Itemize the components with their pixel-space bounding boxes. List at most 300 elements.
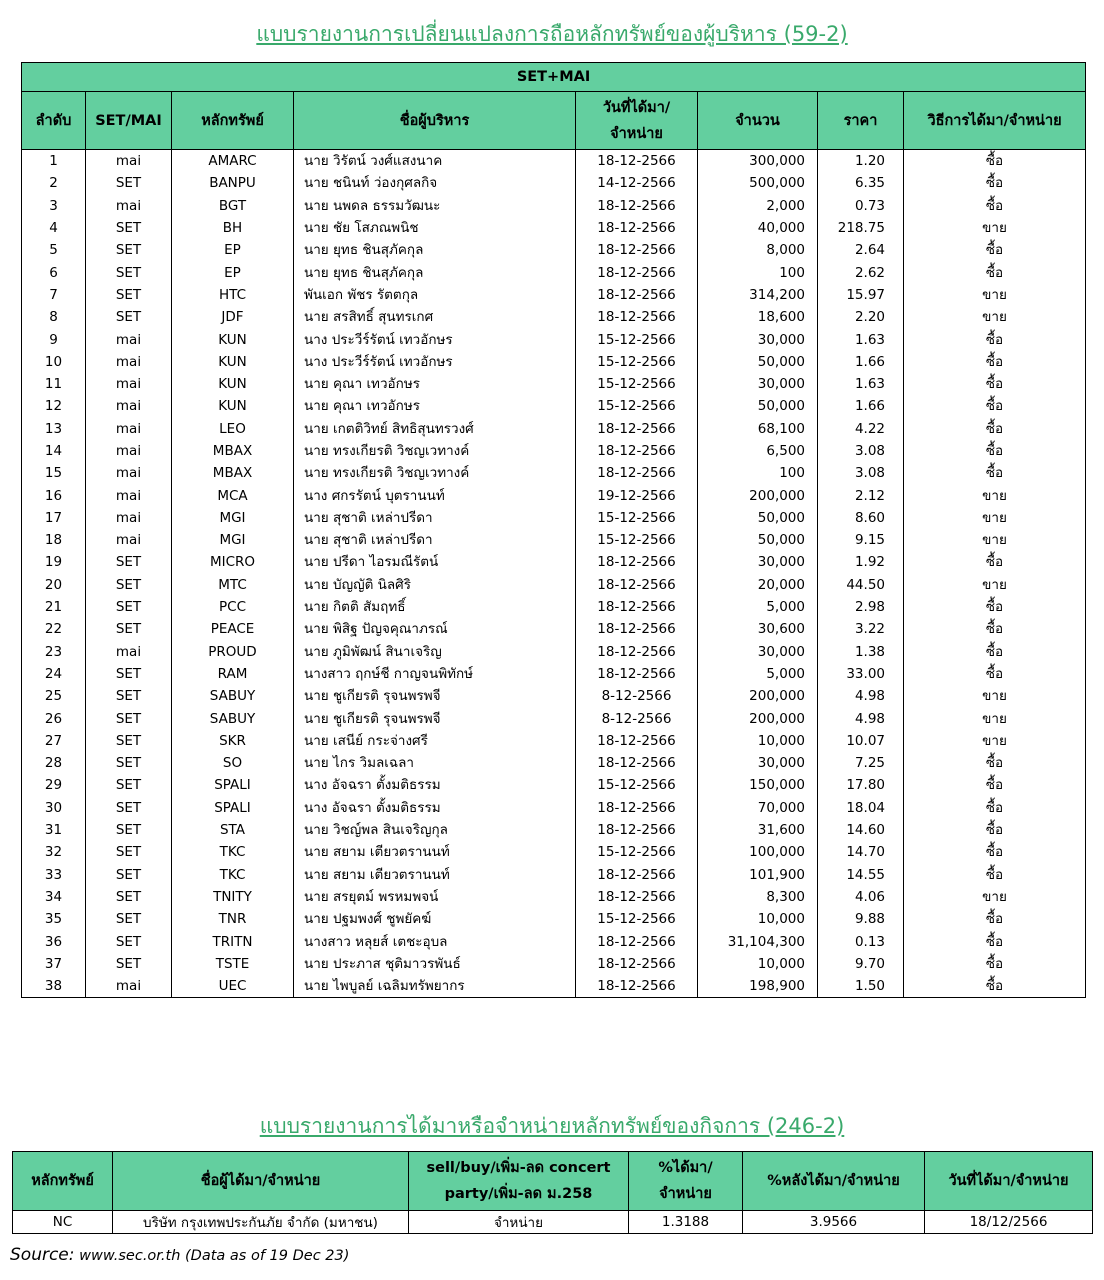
- cell-security: TKC: [172, 864, 294, 886]
- table-row: [22, 284, 1086, 306]
- cell-price: 0.73: [818, 195, 904, 217]
- cell-market: SET: [86, 841, 172, 863]
- cell-method: ซื้อ: [904, 462, 1086, 484]
- table-row: [13, 1211, 1093, 1234]
- cell-no: 9: [22, 328, 86, 350]
- cell-no: 4: [22, 217, 86, 239]
- cell-security: JDF: [172, 306, 294, 328]
- cell-volume: 68,100: [698, 418, 818, 440]
- cell-market: SET: [86, 707, 172, 729]
- cell-market: SET: [86, 261, 172, 283]
- cell-security: SABUY: [172, 707, 294, 729]
- table-row: [22, 217, 1086, 239]
- cell-no: 21: [22, 596, 86, 618]
- cell-method: ซื้อ: [904, 239, 1086, 261]
- cell-date: 18-12-2566: [576, 953, 698, 975]
- cell-date: 18-12-2566: [576, 730, 698, 752]
- cell-volume: 50,000: [698, 351, 818, 373]
- cell-executive: นาย ปฐมพงศ์ ชูพยัคฆ์: [294, 908, 576, 930]
- cell-date: 18-12-2566: [576, 217, 698, 239]
- table-row: [22, 328, 1086, 350]
- table-row: [22, 440, 1086, 462]
- cell-date: 15-12-2566: [576, 774, 698, 796]
- cell-security: MICRO: [172, 551, 294, 573]
- cell-executive: พันเอก พัชร รัตตกุล: [294, 284, 576, 306]
- cell-date: 8-12-2566: [576, 685, 698, 707]
- col-header-date: วันที่ได้มา/จำหน่าย: [925, 1152, 1093, 1211]
- cell-volume: 8,300: [698, 886, 818, 908]
- cell-volume: 2,000: [698, 195, 818, 217]
- cell-market: mai: [86, 462, 172, 484]
- table-row: [22, 574, 1086, 596]
- cell-security: AMARC: [172, 150, 294, 173]
- cell-security: LEO: [172, 418, 294, 440]
- cell-no: 25: [22, 685, 86, 707]
- insider-trading-table: [21, 62, 1086, 998]
- cell-volume: 50,000: [698, 507, 818, 529]
- cell-method: ซื้อ: [904, 373, 1086, 395]
- cell-no: 32: [22, 841, 86, 863]
- cell-market: SET: [86, 930, 172, 952]
- cell-date: 18-12-2566: [576, 440, 698, 462]
- cell-type: จำหน่าย: [409, 1211, 629, 1234]
- cell-security: NC: [13, 1211, 113, 1234]
- cell-no: 3: [22, 195, 86, 217]
- cell-market: SET: [86, 886, 172, 908]
- cell-volume: 500,000: [698, 172, 818, 194]
- cell-executive: นาย ชูเกียรติ รุจนพรพจี: [294, 707, 576, 729]
- cell-security: SPALI: [172, 797, 294, 819]
- report-title-246-2: แบบรายงานการได้มาหรือจำหน่ายหลักทรัพย์ของกิจการ (246-2): [259, 1114, 845, 1138]
- cell-no: 30: [22, 797, 86, 819]
- cell-security: KUN: [172, 395, 294, 417]
- cell-market: SET: [86, 239, 172, 261]
- cell-volume: 198,900: [698, 975, 818, 998]
- cell-executive: นาง ศกรรัตน์ บุตรานนท์: [294, 484, 576, 506]
- cell-market: SET: [86, 730, 172, 752]
- cell-method: ซื้อ: [904, 351, 1086, 373]
- cell-date: 18-12-2566: [576, 886, 698, 908]
- cell-price: 6.35: [818, 172, 904, 194]
- cell-method: ซื้อ: [904, 395, 1086, 417]
- table-body: [13, 1211, 1093, 1234]
- cell-price: 14.60: [818, 819, 904, 841]
- cell-method: ซื้อ: [904, 618, 1086, 640]
- cell-date: 18-12-2566: [576, 797, 698, 819]
- cell-executive: นาย วิชญ์พล สินเจริญกุล: [294, 819, 576, 841]
- cell-executive: นางสาว หลุยส์ เตชะอุบล: [294, 930, 576, 952]
- cell-pct-after: 3.9566: [743, 1211, 925, 1234]
- cell-method: ซื้อ: [904, 195, 1086, 217]
- cell-method: ขาย: [904, 707, 1086, 729]
- cell-no: 28: [22, 752, 86, 774]
- cell-volume: 20,000: [698, 574, 818, 596]
- cell-date: 18-12-2566: [576, 195, 698, 217]
- cell-security: EP: [172, 239, 294, 261]
- cell-price: 3.08: [818, 462, 904, 484]
- cell-volume: 314,200: [698, 284, 818, 306]
- group-header: SET+MAI: [22, 63, 1086, 92]
- cell-volume: 10,000: [698, 730, 818, 752]
- cell-volume: 50,000: [698, 395, 818, 417]
- cell-market: mai: [86, 418, 172, 440]
- table-row: [22, 707, 1086, 729]
- cell-no: 38: [22, 975, 86, 998]
- cell-date: 15-12-2566: [576, 395, 698, 417]
- cell-executive: นาย คุณา เทวอักษร: [294, 373, 576, 395]
- cell-price: 1.66: [818, 351, 904, 373]
- cell-market: SET: [86, 217, 172, 239]
- cell-date: 18-12-2566: [576, 663, 698, 685]
- col-header-no: ลำดับ: [22, 92, 86, 150]
- cell-executive: นาง อัจฉรา ตั้งมติธรรม: [294, 774, 576, 796]
- cell-date: 18-12-2566: [576, 306, 698, 328]
- cell-volume: 200,000: [698, 685, 818, 707]
- cell-executive: นาย ชูเกียรติ รุจนพรพจี: [294, 685, 576, 707]
- cell-date: 15-12-2566: [576, 841, 698, 863]
- cell-volume: 18,600: [698, 306, 818, 328]
- cell-method: ซื้อ: [904, 908, 1086, 930]
- cell-market: mai: [86, 484, 172, 506]
- cell-price: 2.64: [818, 239, 904, 261]
- cell-date: 15-12-2566: [576, 373, 698, 395]
- cell-date: 18/12/2566: [925, 1211, 1093, 1234]
- table-row: [22, 730, 1086, 752]
- cell-security: HTC: [172, 284, 294, 306]
- cell-method: ซื้อ: [904, 819, 1086, 841]
- cell-volume: 6,500: [698, 440, 818, 462]
- cell-market: SET: [86, 618, 172, 640]
- cell-security: MGI: [172, 529, 294, 551]
- cell-method: ซื้อ: [904, 440, 1086, 462]
- cell-volume: 5,000: [698, 596, 818, 618]
- cell-market: mai: [86, 529, 172, 551]
- cell-market: mai: [86, 351, 172, 373]
- cell-market: SET: [86, 953, 172, 975]
- cell-price: 1.20: [818, 150, 904, 173]
- cell-no: 27: [22, 730, 86, 752]
- cell-market: SET: [86, 596, 172, 618]
- cell-executive: นาง ประวีร์รัตน์ เทวอักษร: [294, 328, 576, 350]
- cell-date: 18-12-2566: [576, 975, 698, 998]
- cell-no: 23: [22, 641, 86, 663]
- cell-method: ซื้อ: [904, 551, 1086, 573]
- cell-security: MBAX: [172, 462, 294, 484]
- cell-price: 18.04: [818, 797, 904, 819]
- cell-method: ซื้อ: [904, 418, 1086, 440]
- cell-price: 1.63: [818, 373, 904, 395]
- cell-price: 2.62: [818, 261, 904, 283]
- cell-date: 18-12-2566: [576, 261, 698, 283]
- table-row: [22, 306, 1086, 328]
- cell-executive: นาง ประวีร์รัตน์ เทวอักษร: [294, 351, 576, 373]
- cell-volume: 31,104,300: [698, 930, 818, 952]
- cell-no: 33: [22, 864, 86, 886]
- source-label: Source:: [10, 1245, 75, 1265]
- table-row: [22, 351, 1086, 373]
- cell-security: SABUY: [172, 685, 294, 707]
- cell-executive: นาย กิตติ สัมฤทธิ์: [294, 596, 576, 618]
- cell-date: 15-12-2566: [576, 507, 698, 529]
- cell-security: SO: [172, 752, 294, 774]
- cell-security: TNITY: [172, 886, 294, 908]
- cell-security: KUN: [172, 328, 294, 350]
- cell-volume: 30,000: [698, 641, 818, 663]
- cell-price: 2.20: [818, 306, 904, 328]
- cell-date: 18-12-2566: [576, 574, 698, 596]
- cell-executive: นาย ทรงเกียรติ วิชญเวทางค์: [294, 462, 576, 484]
- cell-method: ขาย: [904, 886, 1086, 908]
- cell-executive: นาย พิสิฐ ปัญจคุณาภรณ์: [294, 618, 576, 640]
- table-row: [22, 507, 1086, 529]
- cell-security: BANPU: [172, 172, 294, 194]
- table-row: [22, 975, 1086, 998]
- cell-price: 2.98: [818, 596, 904, 618]
- report-title-59-2: แบบรายงานการเปลี่ยนแปลงการถือหลักทรัพย์ของผู้บริหาร (59-2): [256, 22, 848, 46]
- cell-price: 0.13: [818, 930, 904, 952]
- table-row: [22, 373, 1086, 395]
- cell-pct-change: 1.3188: [629, 1211, 743, 1234]
- cell-method: ซื้อ: [904, 797, 1086, 819]
- cell-market: SET: [86, 306, 172, 328]
- cell-market: mai: [86, 328, 172, 350]
- table-row: [22, 886, 1086, 908]
- cell-security: PROUD: [172, 641, 294, 663]
- cell-price: 9.15: [818, 529, 904, 551]
- table-row: [22, 239, 1086, 261]
- cell-method: ซื้อ: [904, 261, 1086, 283]
- cell-price: 1.50: [818, 975, 904, 998]
- cell-executive: นาย ไพบูลย์ เฉลิมทรัพยากร: [294, 975, 576, 998]
- cell-executive: นาย ไกร วิมลเฉลา: [294, 752, 576, 774]
- cell-executive: นาย ปรีดา ไอรมณีรัตน์: [294, 551, 576, 573]
- cell-no: 17: [22, 507, 86, 529]
- table-row: [22, 663, 1086, 685]
- cell-price: 17.80: [818, 774, 904, 796]
- cell-price: 3.22: [818, 618, 904, 640]
- cell-security: SPALI: [172, 774, 294, 796]
- cell-volume: 30,000: [698, 752, 818, 774]
- cell-method: ซื้อ: [904, 663, 1086, 685]
- cell-price: 10.07: [818, 730, 904, 752]
- cell-executive: นาย สุชาติ เหล่าปรีดา: [294, 507, 576, 529]
- cell-price: 1.38: [818, 641, 904, 663]
- table-row: [22, 752, 1086, 774]
- cell-executive: นาย เกตติวิทย์ สิทธิสุนทรวงศ์: [294, 418, 576, 440]
- cell-volume: 50,000: [698, 529, 818, 551]
- cell-volume: 8,000: [698, 239, 818, 261]
- cell-price: 218.75: [818, 217, 904, 239]
- column-headers: [13, 1152, 1093, 1211]
- cell-price: 44.50: [818, 574, 904, 596]
- cell-volume: 300,000: [698, 150, 818, 173]
- cell-volume: 150,000: [698, 774, 818, 796]
- cell-date: 18-12-2566: [576, 462, 698, 484]
- cell-price: 15.97: [818, 284, 904, 306]
- table-row: [22, 418, 1086, 440]
- cell-no: 24: [22, 663, 86, 685]
- table-row: [22, 395, 1086, 417]
- cell-security: MCA: [172, 484, 294, 506]
- table-row: [22, 864, 1086, 886]
- table-row: [22, 819, 1086, 841]
- cell-volume: 100: [698, 462, 818, 484]
- table-row: [22, 797, 1086, 819]
- col-header-market: SET/MAI: [86, 92, 172, 150]
- cell-no: 19: [22, 551, 86, 573]
- table-row: [22, 841, 1086, 863]
- table-row: [22, 261, 1086, 283]
- col-header-date: วันที่ได้มา/จำหน่าย: [576, 92, 698, 150]
- cell-no: 13: [22, 418, 86, 440]
- cell-market: SET: [86, 752, 172, 774]
- cell-executive: นางสาว ฤกษ์ชี กาญจนพิทักษ์: [294, 663, 576, 685]
- cell-date: 18-12-2566: [576, 239, 698, 261]
- cell-price: 3.08: [818, 440, 904, 462]
- col-header-pct-after: %หลังได้มา/จำหน่าย: [743, 1152, 925, 1211]
- cell-volume: 200,000: [698, 484, 818, 506]
- cell-executive: นาย สรยุตม์ พรหมพจน์: [294, 886, 576, 908]
- cell-market: SET: [86, 908, 172, 930]
- cell-security: KUN: [172, 373, 294, 395]
- cell-volume: 10,000: [698, 908, 818, 930]
- cell-price: 4.06: [818, 886, 904, 908]
- cell-acquirer: บริษัท กรุงเทพประกันภัย จำกัด (มหาชน): [113, 1211, 409, 1234]
- cell-market: mai: [86, 373, 172, 395]
- cell-no: 15: [22, 462, 86, 484]
- table-row: [22, 462, 1086, 484]
- cell-date: 18-12-2566: [576, 551, 698, 573]
- cell-no: 34: [22, 886, 86, 908]
- cell-market: SET: [86, 663, 172, 685]
- cell-no: 37: [22, 953, 86, 975]
- col-header-pct-change: %ได้มา/จำหน่าย: [629, 1152, 743, 1211]
- cell-price: 9.88: [818, 908, 904, 930]
- cell-method: ซื้อ: [904, 953, 1086, 975]
- cell-market: mai: [86, 975, 172, 998]
- cell-security: MBAX: [172, 440, 294, 462]
- cell-method: ขาย: [904, 484, 1086, 506]
- cell-method: ขาย: [904, 730, 1086, 752]
- cell-market: mai: [86, 395, 172, 417]
- cell-no: 12: [22, 395, 86, 417]
- cell-method: ซื้อ: [904, 752, 1086, 774]
- cell-method: ขาย: [904, 529, 1086, 551]
- cell-price: 33.00: [818, 663, 904, 685]
- cell-volume: 100: [698, 261, 818, 283]
- cell-method: ซื้อ: [904, 328, 1086, 350]
- cell-executive: นาย ชนินท์ ว่องกุศลกิจ: [294, 172, 576, 194]
- cell-volume: 30,000: [698, 328, 818, 350]
- cell-market: mai: [86, 507, 172, 529]
- cell-method: ซื้อ: [904, 930, 1086, 952]
- cell-volume: 70,000: [698, 797, 818, 819]
- cell-volume: 30,000: [698, 551, 818, 573]
- cell-volume: 31,600: [698, 819, 818, 841]
- cell-date: 18-12-2566: [576, 864, 698, 886]
- cell-executive: นาย คุณา เทวอักษร: [294, 395, 576, 417]
- cell-no: 22: [22, 618, 86, 640]
- cell-market: SET: [86, 172, 172, 194]
- cell-executive: นาย สยาม เตียวตรานนท์: [294, 841, 576, 863]
- cell-executive: นาย ประภาส ชุติมาวรพันธ์: [294, 953, 576, 975]
- cell-date: 19-12-2566: [576, 484, 698, 506]
- cell-no: 26: [22, 707, 86, 729]
- cell-security: BH: [172, 217, 294, 239]
- cell-no: 8: [22, 306, 86, 328]
- cell-security: STA: [172, 819, 294, 841]
- col-header-security: หลักทรัพย์: [172, 92, 294, 150]
- cell-volume: 10,000: [698, 953, 818, 975]
- cell-method: ขาย: [904, 574, 1086, 596]
- cell-security: KUN: [172, 351, 294, 373]
- table-row: [22, 596, 1086, 618]
- cell-price: 8.60: [818, 507, 904, 529]
- cell-date: 18-12-2566: [576, 418, 698, 440]
- cell-security: PCC: [172, 596, 294, 618]
- table-row: [22, 484, 1086, 506]
- table-body: [22, 150, 1086, 998]
- cell-market: SET: [86, 819, 172, 841]
- cell-no: 18: [22, 529, 86, 551]
- cell-date: 18-12-2566: [576, 618, 698, 640]
- cell-market: mai: [86, 440, 172, 462]
- cell-price: 4.22: [818, 418, 904, 440]
- cell-method: ซื้อ: [904, 774, 1086, 796]
- cell-date: 18-12-2566: [576, 641, 698, 663]
- cell-executive: นาย ทรงเกียรติ วิชญเวทางค์: [294, 440, 576, 462]
- cell-price: 4.98: [818, 707, 904, 729]
- cell-executive: นาย ยุทธ ชินสุภัคกุล: [294, 239, 576, 261]
- table-row: [22, 953, 1086, 975]
- column-headers: [22, 92, 1086, 150]
- table-row: [22, 641, 1086, 663]
- table-row: [22, 930, 1086, 952]
- cell-method: ซื้อ: [904, 172, 1086, 194]
- cell-no: 29: [22, 774, 86, 796]
- cell-method: ซื้อ: [904, 596, 1086, 618]
- table-row: [22, 685, 1086, 707]
- cell-method: ซื้อ: [904, 975, 1086, 998]
- cell-method: ขาย: [904, 306, 1086, 328]
- cell-security: TRITN: [172, 930, 294, 952]
- cell-market: SET: [86, 797, 172, 819]
- cell-security: UEC: [172, 975, 294, 998]
- cell-method: ขาย: [904, 217, 1086, 239]
- cell-price: 1.63: [818, 328, 904, 350]
- cell-price: 1.66: [818, 395, 904, 417]
- cell-no: 2: [22, 172, 86, 194]
- cell-volume: 101,900: [698, 864, 818, 886]
- cell-date: 15-12-2566: [576, 328, 698, 350]
- cell-date: 14-12-2566: [576, 172, 698, 194]
- cell-security: TNR: [172, 908, 294, 930]
- cell-no: 36: [22, 930, 86, 952]
- cell-executive: นาย เสนีย์ กระจ่างศรี: [294, 730, 576, 752]
- cell-date: 8-12-2566: [576, 707, 698, 729]
- source-text: www.sec.or.th (Data as of 19 Dec 23): [74, 1248, 350, 1264]
- cell-no: 16: [22, 484, 86, 506]
- cell-security: TSTE: [172, 953, 294, 975]
- cell-market: mai: [86, 195, 172, 217]
- cell-market: mai: [86, 150, 172, 173]
- cell-volume: 100,000: [698, 841, 818, 863]
- cell-executive: นาย สรสิทธิ์ สุนทรเกศ: [294, 306, 576, 328]
- cell-no: 1: [22, 150, 86, 173]
- cell-method: ซื้อ: [904, 864, 1086, 886]
- cell-security: PEACE: [172, 618, 294, 640]
- cell-method: ขาย: [904, 507, 1086, 529]
